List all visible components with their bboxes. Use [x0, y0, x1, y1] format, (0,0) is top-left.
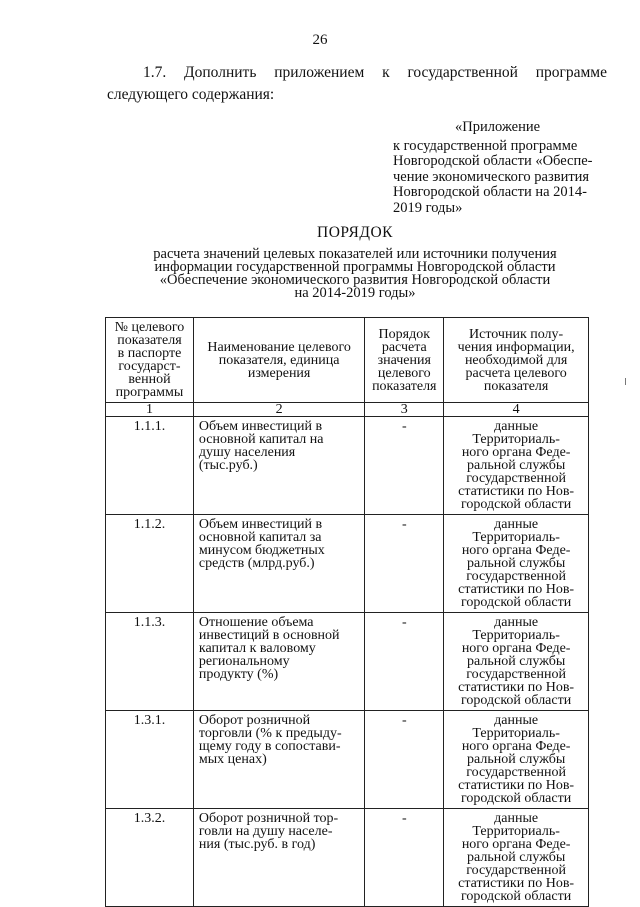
indicators-table — [105, 317, 589, 907]
table-row — [106, 613, 589, 711]
cell-line: государственной — [466, 765, 567, 780]
header-line: показателя — [483, 378, 549, 394]
header-line: венной — [128, 372, 171, 387]
header-line: Источник полу- — [469, 326, 564, 342]
indicator-name-cell — [193, 613, 364, 711]
header-line: Наименование целевого — [207, 339, 351, 355]
cell-line: ного органа Федe- — [461, 543, 571, 558]
cell-line: мых ценах) — [198, 752, 267, 767]
cell-line: инвестиций в основной — [198, 628, 340, 643]
cell-line: средств (млрд.руб.) — [198, 556, 315, 571]
document-subtitle — [0, 248, 640, 300]
appendix-line: Новгородской области «Обеспе- — [393, 153, 593, 169]
cell-line: ного органа Федe- — [461, 837, 571, 852]
cell-line: статистики по Нов- — [458, 680, 575, 695]
cell-line: статистики по Нов- — [458, 778, 575, 793]
indicator-name-cell — [193, 809, 364, 907]
calculation-order-cell: - — [365, 417, 444, 515]
header-line: № целевого — [114, 320, 185, 335]
header-line: показателя — [117, 333, 182, 348]
cell-line: государственной — [466, 667, 567, 682]
appendix-line: чение экономического развития — [393, 168, 590, 185]
header-line: государст- — [118, 359, 181, 374]
cell-line: ральной службы — [467, 850, 566, 865]
header-line: расчета целевого — [465, 365, 567, 381]
header-line: расчета — [381, 339, 427, 355]
cell-line: ральной службы — [467, 752, 566, 767]
column-number: 4 — [444, 403, 589, 417]
cell-line: статистики по Нов- — [458, 876, 575, 891]
cell-line: минусом бюджетных — [198, 543, 325, 558]
appendix-title: «Приложение — [455, 119, 541, 135]
calculation-order-cell: - — [365, 515, 444, 613]
calculation-order-cell: - — [365, 809, 444, 907]
indicator-number-cell: 1.1.3. — [106, 613, 194, 711]
info-source-cell — [444, 417, 589, 515]
cell-line: данные Территориаль- — [472, 615, 560, 643]
header-line: значения — [377, 352, 431, 368]
cell-line: основной капитал на — [198, 432, 324, 447]
header-row — [106, 318, 589, 403]
cell-line: Отношение объема — [198, 615, 314, 630]
cell-line: городской области — [461, 693, 572, 708]
info-source-cell — [444, 711, 589, 809]
cell-line: городской области — [461, 791, 572, 806]
cell-line: данные Территориаль- — [472, 811, 560, 839]
cell-line: душу населения — [198, 445, 296, 460]
indicator-name-cell — [193, 417, 364, 515]
indicator-number-cell: 1.1.2. — [106, 515, 194, 613]
cell-line: данные Территориаль- — [472, 517, 560, 545]
cell-line: данные Территориаль- — [472, 419, 560, 447]
info-source-cell — [444, 809, 589, 907]
page-number: 26 — [312, 32, 328, 48]
indicator-number-cell: 1.3.1. — [106, 711, 194, 809]
header-line: целевого — [377, 365, 431, 381]
header-calculation-order — [365, 318, 444, 403]
cell-line: Оборот розничной тор- — [198, 811, 339, 826]
header-line: программы — [115, 385, 184, 400]
cell-line: ральной службы — [467, 556, 566, 571]
appendix-line: 2019 годы» — [393, 199, 463, 216]
header-line: показателя, единица — [218, 352, 340, 368]
header-line: Порядок — [378, 326, 431, 342]
cell-line: ного органа Федe- — [461, 445, 571, 460]
subtitle-line: на 2014-2019 годы» — [294, 285, 416, 301]
cell-line: торговли (% к предыду- — [198, 726, 342, 741]
subtitle-line: информации государственной программы Новгородской области — [154, 259, 556, 275]
appendix-line: к государственной программе — [393, 137, 578, 154]
column-number: 2 — [193, 403, 364, 417]
cell-line: основной капитал за — [198, 530, 322, 545]
column-number-row — [106, 403, 589, 417]
margin-mark — [625, 378, 626, 385]
cell-line: городской области — [461, 889, 572, 904]
cell-line: городской области — [461, 497, 572, 512]
table-row — [106, 711, 589, 809]
header-indicator-number — [106, 318, 194, 403]
info-source-cell — [444, 515, 589, 613]
cell-line: региональному — [198, 654, 290, 669]
info-source-cell — [444, 613, 589, 711]
indicator-name-cell — [193, 711, 364, 809]
cell-line: городской области — [461, 595, 572, 610]
cell-line: Объем инвестиций в — [198, 419, 323, 434]
cell-line: говли на душу населе- — [198, 824, 333, 839]
cell-line: государственной — [466, 471, 567, 486]
cell-line: ного органа Федe- — [461, 739, 571, 754]
table-row — [106, 809, 589, 907]
table-row — [106, 515, 589, 613]
subtitle-line: расчета значений целевых показателей или источники получения — [153, 246, 557, 262]
cell-line: государственной — [466, 863, 567, 878]
cell-line: ния (тыс.руб. в год) — [198, 837, 316, 852]
cell-line: государственной — [466, 569, 567, 584]
cell-line: ральной службы — [467, 458, 566, 473]
calculation-order-cell: - — [365, 613, 444, 711]
header-line: чения информации, — [457, 339, 575, 355]
header-line: в паспорте — [117, 346, 182, 361]
header-line: показателя — [372, 378, 437, 394]
cell-line: продукту (%) — [198, 667, 279, 682]
cell-line: капитал к валовому — [198, 641, 316, 656]
cell-line: ральной службы — [467, 654, 566, 669]
cell-line: щему году в сопостави- — [198, 739, 341, 754]
column-number: 3 — [365, 403, 444, 417]
subtitle-line: «Обеспечение экономического развития Новгородской области — [159, 272, 551, 288]
cell-line: статистики по Нов- — [458, 484, 575, 499]
cell-line: статистики по Нов- — [458, 582, 575, 597]
appendix-block — [393, 120, 608, 216]
header-line: измерения — [247, 365, 311, 381]
cell-line: ного органа Федe- — [461, 641, 571, 656]
cell-line: (тыс.руб.) — [198, 458, 258, 473]
appendix-line: Новгородской области на 2014- — [393, 184, 587, 200]
cell-line: данные Территориаль- — [472, 713, 560, 741]
document-title: ПОРЯДОК — [317, 224, 393, 241]
intro-paragraph: 1.7. Дополнить приложением к государственной программе следующего содержания: — [107, 64, 607, 103]
column-number: 1 — [106, 403, 194, 417]
table-row — [106, 417, 589, 515]
indicator-number-cell: 1.1.1. — [106, 417, 194, 515]
calculation-order-cell: - — [365, 711, 444, 809]
indicator-number-cell: 1.3.2. — [106, 809, 194, 907]
cell-line: Объем инвестиций в — [198, 517, 323, 532]
cell-line: Оборот розничной — [198, 713, 311, 728]
header-indicator-name — [193, 318, 364, 403]
indicator-name-cell — [193, 515, 364, 613]
header-line: необходимой для — [464, 352, 568, 368]
header-info-source — [444, 318, 589, 403]
